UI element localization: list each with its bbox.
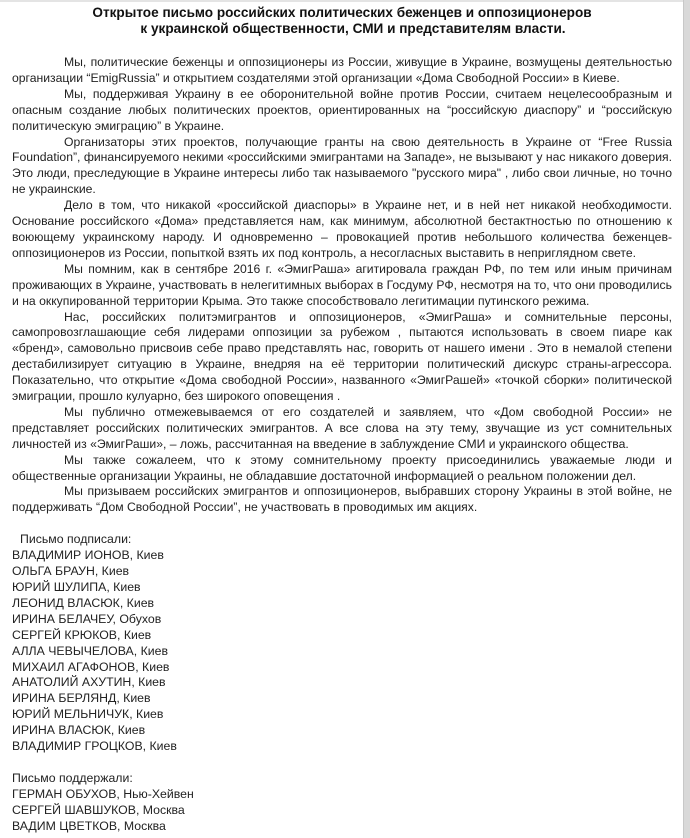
signers-header: Письмо подписали:: [20, 532, 132, 547]
signer: АНАТОЛИЙ АХУТИН, Киев: [12, 675, 166, 690]
signer: ОЛЬГА БРАУН, Киев: [12, 564, 130, 579]
title-line-2: к украинской общественности, СМИ и представителям власти.: [140, 21, 566, 36]
letter-page: [12, 5, 672, 835]
signer: МИХАИЛ АГАФОНОВ, Киев: [12, 659, 170, 674]
signer: ВЛАДИМИР ИОНОВ, Киев: [12, 548, 164, 563]
signer: АЛЛА ЧЕВЫЧЕЛОВА, Киев: [12, 643, 168, 658]
supporters-header: Письмо поддержали:: [12, 770, 133, 785]
paragraph: Мы, политические беженцы и оппозиционеры из России, живущие в Украине, возмущены деятельностью организации “EmigRussia” и открытием создателями этой организации «Дома Свободной России» в Киеве.: [12, 55, 672, 85]
paragraph: Мы публично отмежевываемся от его создателей и заявляем, что «Дом свободной России» не представляет российских политических эмигрантов. А все слова на эту тему, звучащие из уст сомнительных личностей из «ЭмигРаши», – ложь, рассчитанная на введение в заблуждение СМИ и украинского общества.: [12, 404, 672, 451]
paragraph: Дело в том, что никакой «российской диаспоры» в Украине нет, и в ней нет никакой необходимости. Основание российского «Дома» представляется нам, как минимум, абсолютной бестактностью по отношению к воюющему украинскому народу. И одновременно – провокацией против небольшого количества беженцев-оппозиционеров из России, попыткой взять их под контроль, а несогласных выставить в неприглядном свете.: [12, 198, 672, 260]
signers-section: [12, 532, 672, 755]
paragraph: Нас, российских политэмигрантов и оппозиционеров, «ЭмигРаша» и сомнительные персоны, самопровозглашающие себя лидерами оппозиции за рубежом , пытаются использовать в своем пиаре как «бренд», самовольно присвоив себе право представлять нас, говорить от нашего имени . Это в немалой степени дестабилизирует ситуацию в Украине, внедряя на её территории политический дискурс страны-агрессора. Показательно, что открытие «Дома свободной России», названного «ЭмигРашей» «точкой сборки» политической эмиграции, прошло кулуарно, без широкого оповещения .: [12, 309, 672, 404]
signer: ИРИНА ВЛАСЮК, Киев: [12, 723, 146, 738]
signer: ЛЕОНИД ВЛАСЮК, Киев: [12, 595, 155, 610]
letter-body: [12, 55, 672, 516]
signer: ЮРИЙ МЕЛЬНИЧУК, Киев: [12, 707, 164, 722]
signer: ВЛАДИМИР ГРОЦКОВ, Киев: [12, 739, 177, 754]
paragraph: Мы также сожалеем, что к этому сомнительному проекту присоединились уважаемые люди и общественные организации Украины, не обладавшие достаточной информацией о реальном положении дел.: [12, 452, 672, 483]
signer: СЕРГЕЙ КРЮКОВ, Киев: [12, 627, 152, 642]
supporters-section: [12, 771, 672, 835]
signer: ИРИНА БЕЛАЧЕУ, Обухов: [12, 611, 162, 626]
top-border: [0, 0, 690, 2]
title-line-1: Открытое письмо российских политических беженцев и оппозиционеров: [92, 5, 592, 20]
signer: ИРИНА БЕРЛЯНД, Киев: [12, 691, 151, 706]
signer: ЮРИЙ ШУЛИПА, Киев: [12, 580, 141, 594]
supporter: ГЕРМАН ОБУХОВ, Нью-Хейвен: [12, 786, 194, 801]
scrollbar[interactable]: [683, 0, 690, 838]
paragraph: Мы, поддерживая Украину в ее оборонительной войне против России, считаем нецелесообразным и опасным создание любых политических проектов, ориентированных на “российскую диаспору” и “российскую политическую эмиграцию” в Украине.: [12, 86, 672, 133]
paragraph: Организаторы этих проектов, получающие гранты на свою деятельность в Украине от “Free Russia Foundation”, финансируемого некими «российскими эмигрантами на Западе», не вызывают у нас никакого доверия. Это люди, преследующие в Украине интересы либо так называемого "русского мира" , либо свои личные, но точно не украинские.: [12, 134, 672, 197]
supporter: ВАДИМ ЦВЕТКОВ, Москва: [12, 818, 166, 833]
paragraph: Мы призываем российских эмигрантов и оппозиционеров, выбравших сторону Украины в этой войне, не поддерживать “Дом Свободной России”, не участвовать в проводимых им акциях.: [12, 484, 672, 515]
supporter: СЕРГЕЙ ШАВШУКОВ, Москва: [12, 802, 185, 817]
paragraph: Мы помним, как в сентябре 2016 г. «ЭмигРаша» агитировала граждан РФ, по тем или иным причинам проживающих в Украине, участвовать в нелегитимных выборах в Госдуму РФ, несмотря на то, что они проводились и на оккупированной территории Крыма. Это также способствовало легитимации путинского режима.: [12, 261, 672, 308]
letter-title: [12, 5, 672, 37]
